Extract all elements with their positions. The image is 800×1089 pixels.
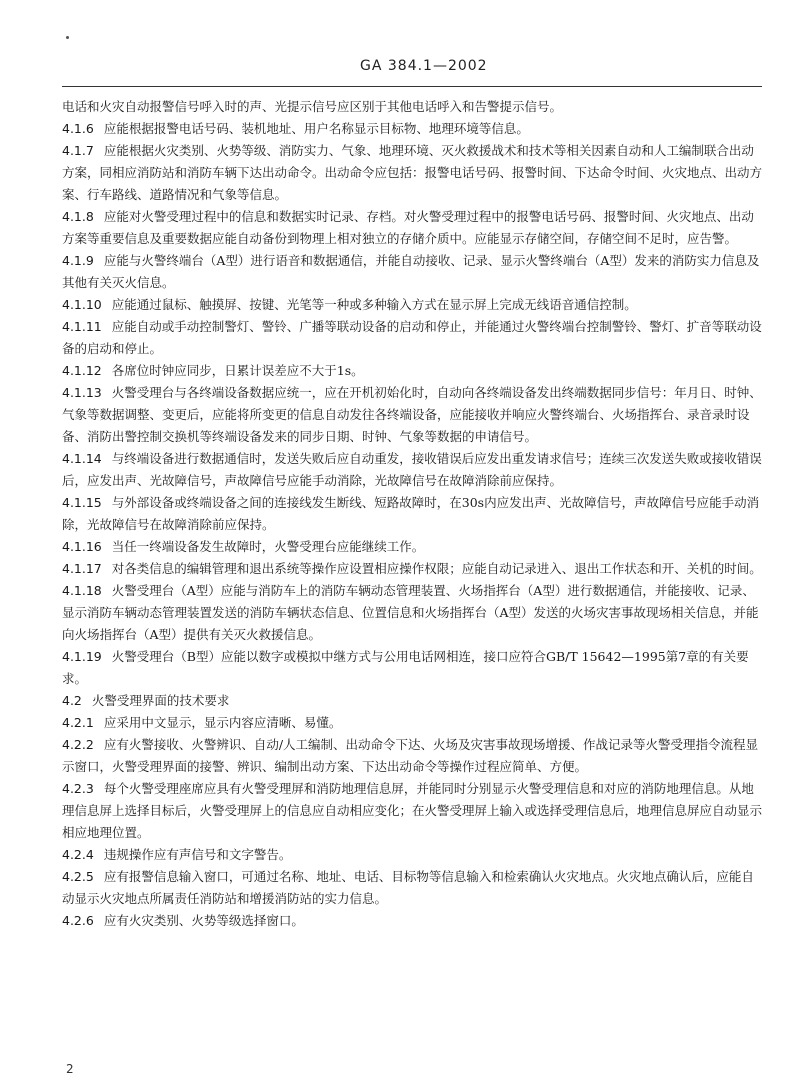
clause-text: 与终端设备进行数据通信时，发送失败后应自动重发，接收错误后应发出重发请求信号；连续三次发送失败或接收错误后，应发出声、光故障信号，声故障信号应能手动消除，光故障信号在故障消除前应保持。 <box>62 451 762 488</box>
clause-number: 4.2.1 <box>62 715 94 730</box>
clause-paragraph <box>62 294 762 316</box>
clause-paragraph <box>62 118 762 140</box>
clause-number: 4.2 <box>62 693 82 708</box>
clause-number: 4.1.7 <box>62 143 94 158</box>
clause-text: 应采用中文显示，显示内容应清晰、易懂。 <box>103 715 342 730</box>
clause-paragraph <box>62 316 762 360</box>
header-rule <box>62 86 762 87</box>
clause-paragraph <box>62 96 762 118</box>
clause-number: 4.1.12 <box>62 363 102 378</box>
clause-paragraph <box>62 646 762 690</box>
clause-paragraph <box>62 250 762 294</box>
clause-paragraph <box>62 558 762 580</box>
clause-paragraph <box>62 382 762 448</box>
clause-text: 火警受理台（A型）应能与消防车上的消防车辆动态管理装置、火场指挥台（A型）进行数据通信，并能接收、记录、显示消防车辆动态管理装置发送的消防车辆状态信息、位置信息和火场指挥台（A型）发送的火场灾害事故现场相关信息，并能向火场指挥台（A型）提供有关灭火救援信息。 <box>62 583 759 642</box>
clause-text: 电话和火灾自动报警信号呼入时的声、光提示信号应区别于其他电话呼入和告警提示信号。 <box>62 99 563 114</box>
clause-paragraph <box>62 448 762 492</box>
clause-text: 应能根据火灾类别、火势等级、消防实力、气象、地理环境、灭火救援战术和技术等相关因素自动和人工编制联合出动方案，同相应消防站和消防车辆下达出动命令。出动命令应包括：报警电话号码、报警时间、下达命令时间、火灾地点、出动方案、行车路线、道路情况和气象等信息。 <box>62 143 763 202</box>
clause-number: 4.1.17 <box>62 561 102 576</box>
clause-text: 火警受理界面的技术要求 <box>91 693 230 708</box>
clause-number: 4.1.16 <box>62 539 102 554</box>
clause-text: 违规操作应有声信号和文字警告。 <box>103 847 292 862</box>
clause-paragraph <box>62 734 762 778</box>
clause-text: 应能根据报警电话号码、装机地址、用户名称显示目标物、地理环境等信息。 <box>103 121 529 136</box>
clause-paragraph <box>62 580 762 646</box>
clause-text: 应能与火警终端台（A型）进行语音和数据通信，并能自动接收、记录、显示火警终端台（A型）发来的消防实力信息及其他有关灭火信息。 <box>62 253 760 290</box>
clause-text: 各席位时钟应同步，日累计误差应不大于1s。 <box>111 363 364 378</box>
clause-text: 当任一终端设备发生故障时，火警受理台应能继续工作。 <box>111 539 425 554</box>
clause-number: 4.1.14 <box>62 451 102 466</box>
clause-number: 4.2.2 <box>62 737 94 752</box>
clause-text: 火警受理台（B型）应能以数字或模拟中继方式与公用电话网相连，接口应符合GB/T 15642—1995第7章的有关要求。 <box>62 649 749 686</box>
clause-paragraph <box>62 492 762 536</box>
clause-text: 火警受理台与各终端设备数据应统一，应在开机初始化时，自动向各终端设备发出终端数据同步信号：年月日、时钟、气象等数据调整、变更后，应能将所变更的信息自动发往各终端设备，应能接收并响应火警终端台、火场指挥台、录音录时设备、消防出警控制交换机等终端设备发来的同步日期、时钟、气象等数据的申请信号。 <box>62 385 762 444</box>
clause-number: 4.1.19 <box>62 649 102 664</box>
clause-paragraph <box>62 712 762 734</box>
page-number: 2 <box>66 1062 74 1076</box>
clause-text: 与外部设备或终端设备之间的连接线发生断线、短路故障时，在30s内应发出声、光故障信号，声故障信号应能手动消除，光故障信号在故障消除前应保持。 <box>62 495 760 532</box>
clause-number: 4.1.6 <box>62 121 94 136</box>
clause-paragraph <box>62 536 762 558</box>
clause-number: 4.1.18 <box>62 583 102 598</box>
clause-paragraph <box>62 910 762 932</box>
clause-paragraph <box>62 140 762 206</box>
clause-paragraph <box>62 844 762 866</box>
clause-text: 应有火警接收、火警辨识、自动/人工编制、出动命令下达、火场及灾害事故现场增援、作战记录等火警受理指令流程显示窗口，火警受理界面的接警、辨识、编制出动方案、下达出动命令等操作过程应简单、方便。 <box>62 737 759 774</box>
clause-number: 4.1.11 <box>62 319 102 334</box>
clause-number: 4.1.9 <box>62 253 94 268</box>
clause-number: 4.2.6 <box>62 913 94 928</box>
clause-number: 4.1.15 <box>62 495 102 510</box>
clause-text: 应能对火警受理过程中的信息和数据实时记录、存档。对火警受理过程中的报警电话号码、报警时间、火灾地点、出动方案等重要信息及重要数据应能自动备份到物理上相对独立的存储介质中。应能显示存储空间，存储空间不足时，应告警。 <box>62 209 754 246</box>
clause-text: 应有火灾类别、火势等级选择窗口。 <box>103 913 304 928</box>
clause-paragraph <box>62 690 762 712</box>
document-body <box>62 96 762 932</box>
clause-paragraph <box>62 360 762 382</box>
clause-number: 4.2.4 <box>62 847 94 862</box>
clause-paragraph <box>62 866 762 910</box>
clause-number: 4.2.3 <box>62 781 94 796</box>
standard-code-header: GA 384.1—2002 <box>360 58 488 74</box>
clause-number: 4.1.13 <box>62 385 102 400</box>
clause-text: 应能通过鼠标、触摸屏、按键、光笔等一种或多种输入方式在显示屏上完成无线语音通信控制。 <box>111 297 637 312</box>
clause-text: 应能自动或手动控制警灯、警铃、广播等联动设备的启动和停止，并能通过火警终端台控制警铃、警灯、扩音等联动设备的启动和停止。 <box>62 319 762 356</box>
clause-paragraph <box>62 206 762 250</box>
clause-number: 4.1.10 <box>62 297 102 312</box>
clause-text: 每个火警受理座席应具有火警受理屏和消防地理信息屏，并能同时分别显示火警受理信息和对应的消防地理信息。从地理信息屏上选择目标后，火警受理屏上的信息应自动相应变化；在火警受理屏上输入或选择受理信息后，地理信息屏应自动显示相应地理位置。 <box>62 781 763 840</box>
clause-number: 4.1.8 <box>62 209 94 224</box>
clause-number: 4.2.5 <box>62 869 94 884</box>
scan-speck <box>66 36 69 39</box>
clause-text: 对各类信息的编辑管理和退出系统等操作应设置相应操作权限；应能自动记录进入、退出工作状态和开、关机的时间。 <box>111 561 762 576</box>
clause-text: 应有报警信息输入窗口，可通过名称、地址、电话、目标物等信息输入和检索确认火灾地点。火灾地点确认后，应能自动显示火灾地点所属责任消防站和增援消防站的实力信息。 <box>62 869 754 906</box>
clause-paragraph <box>62 778 762 844</box>
